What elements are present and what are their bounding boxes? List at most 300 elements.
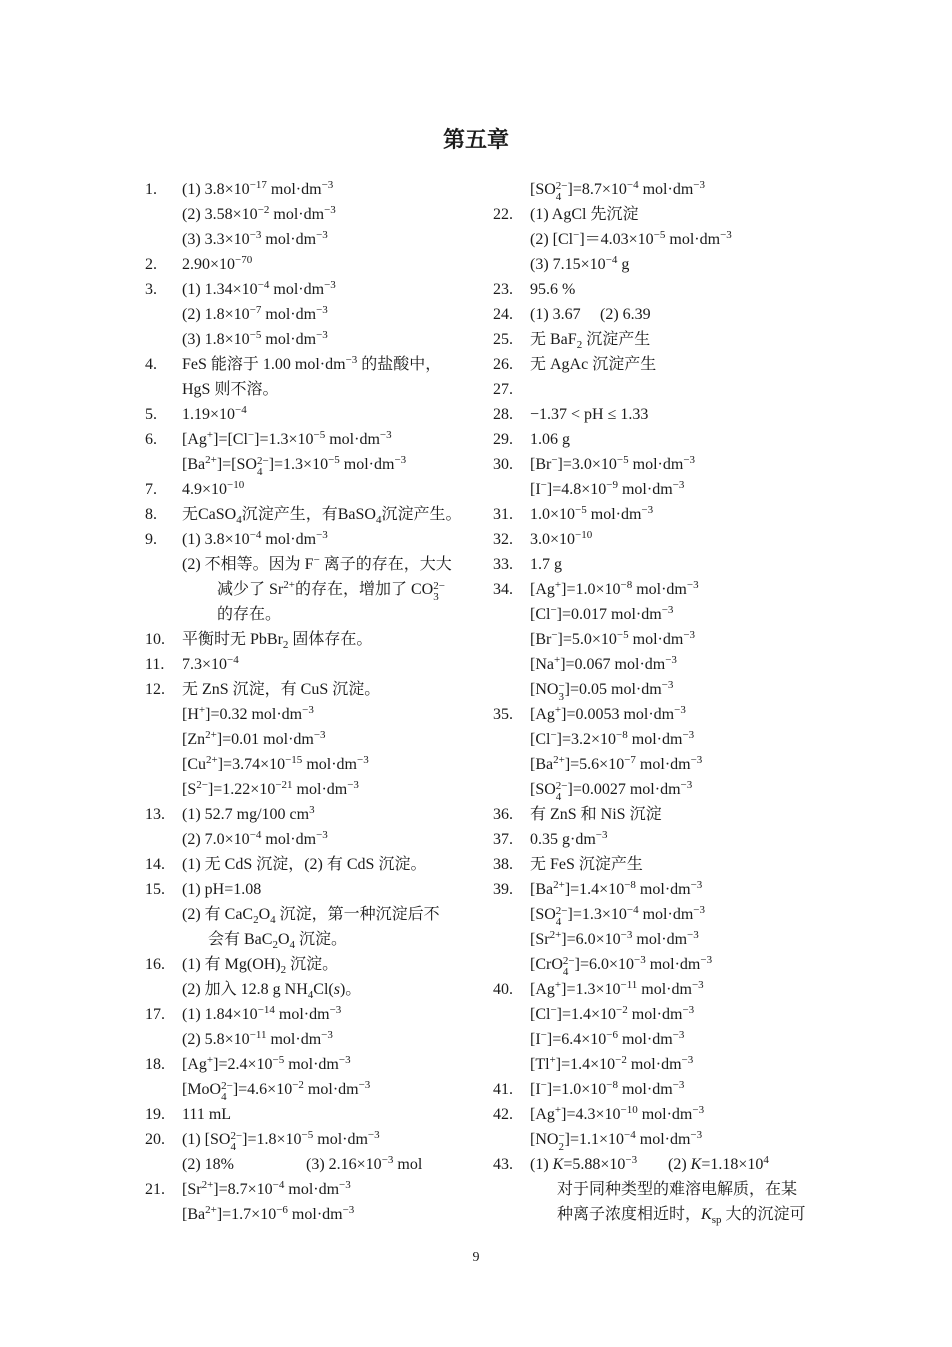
superscript: −7 [624,754,636,766]
answer-line [145,652,485,677]
answer-item [493,502,833,527]
superscript: −3 [720,229,732,241]
italic-symbol: K [701,1206,712,1223]
text-run: =5.88×10 [563,1156,626,1173]
answer-number: 6. [145,431,157,448]
text-run: O [277,931,290,948]
superscript: −5 [328,454,340,466]
text-run: (1) 52.7 mg/100 cm [182,806,310,823]
answer-item [493,402,833,427]
superscript: + [198,704,206,716]
text-run: mol·dm [284,1056,339,1073]
answer-line [145,802,485,827]
superscript: −3 [690,1129,703,1141]
text-run: [Ag [530,581,555,598]
answer-line [493,427,833,452]
answer-number: 35. [493,706,513,723]
answer-number: 30. [493,456,513,473]
answer-line [493,577,833,602]
subscript: 4 [555,191,562,203]
text-run: (2) 5.8×10 [182,1031,250,1048]
answer-item [493,1152,833,1227]
superscript: −5 [313,429,326,441]
text-run: ]=1.4×10 [564,881,625,898]
answer-line [493,1127,833,1152]
text-run: mol·dm [628,631,684,648]
superscript: −5 [616,454,629,466]
text-run: mol·dm [637,1106,693,1123]
superscript: − [550,604,557,616]
superscript: −3 [367,1129,380,1141]
answer-number: 37. [493,831,513,848]
text-run: mol·dm [626,1056,682,1073]
superscript: −3 [661,679,674,691]
text-run: (2) 1.8×10 [182,306,250,323]
text-run: mol·dm [261,831,317,848]
answer-item [145,527,485,627]
answer-line [493,977,833,1002]
text-run: mol·dm [292,781,348,798]
superscript: −2 [616,1004,628,1016]
answer-part [182,1152,306,1177]
answer-line [145,752,485,777]
superscript: − [558,1130,565,1142]
answer-line [145,1027,485,1052]
superscript: 2− [555,780,568,792]
text-run: (1) 1.84×10 [182,1006,258,1023]
text-run: ]=8.7×10 [213,1181,273,1198]
superscript: −7 [249,304,262,316]
sub-superscript [556,781,568,803]
text-run: [I [530,1081,541,1098]
text-run: ]=5.6×10 [564,756,625,773]
answer-line [493,352,833,377]
subscript: 4 [256,466,263,478]
answer-number: 13. [145,806,165,823]
subscript: 4 [562,966,569,978]
superscript: + [549,1054,556,1066]
answer-number: 14. [145,856,165,873]
text-run: ]=1.8×10 [242,1131,302,1148]
answer-number: 40. [493,981,513,998]
answer-number: 26. [493,356,513,373]
answer-item [145,402,485,427]
superscript: −5 [249,329,262,341]
text-run: ]=1.3×10 [567,906,627,923]
text-run: ]=1.4×10 [555,1056,616,1073]
answer-line [145,1102,485,1127]
answer-line [493,677,833,702]
superscript: −3 [394,454,407,466]
superscript: 2+ [205,729,217,741]
text-run: ]=5.0×10 [557,631,617,648]
subscript: 4 [270,914,276,926]
answer-part [306,1152,422,1177]
text-run: (2) 加入 12.8 g NH [182,981,308,998]
superscript: −3 [690,879,703,891]
superscript: −3 [316,529,328,541]
answer-line [493,777,833,802]
answer-number: 3. [145,281,157,298]
superscript: −3 [379,429,392,441]
text-run: 1.19×10 [182,406,236,423]
text-run: mol·dm [261,306,317,323]
italic-symbol: K [552,1156,564,1173]
superscript: −5 [653,229,666,241]
superscript: − [247,429,255,441]
chapter-title: 第五章 [442,127,509,152]
text-run: [Ba [530,881,554,898]
answer-line [493,252,833,277]
superscript: 2− [555,180,568,192]
text-run: 有 ZnS 和 NiS 沉淀 [530,806,662,823]
superscript: −3 [620,929,633,941]
answer-line [145,502,485,527]
text-run: mol·dm [287,1206,343,1223]
answer-item [493,352,833,377]
superscript: −3 [625,1154,638,1166]
superscript: −11 [620,979,638,991]
sub-superscript [257,456,269,478]
text-run: 平衡时无 PbBr [182,631,283,648]
text-run: ]=0.017 mol·dm [556,606,662,623]
superscript: −8 [624,879,636,891]
superscript: −3 [324,279,336,291]
superscript: −4 [626,904,639,916]
answer-line [493,177,833,202]
text-run: ]=[Cl [213,431,248,448]
text-run: 111 mL [182,1106,232,1123]
answer-line [145,252,485,277]
text-run: [Ba [530,756,554,773]
text-run: (2) 有 CaC [182,906,254,923]
text-run: (1) 有 Mg(OH) [182,956,281,973]
answer-number: 2. [145,256,157,273]
subscript: 3 [558,691,564,703]
text-run: ]=1.3×10 [268,456,329,473]
answer-line [493,277,833,302]
superscript: 2+ [205,454,217,466]
sub-superscript [230,1131,242,1153]
text-run: 7.3×10 [182,656,228,673]
text-run: mol·dm [617,1031,673,1048]
answer-line [493,377,833,402]
superscript: −8 [606,1079,618,1091]
text-run: [Cu [182,756,206,773]
superscript: −15 [285,754,303,766]
answer-line [493,1027,833,1052]
superscript: 2+ [549,929,562,941]
superscript: −3 [313,729,326,741]
superscript: −4 [272,1179,285,1191]
answer-item [493,427,833,452]
superscript: −3 [680,779,693,791]
text-run: ]=1.3×10 [561,981,621,998]
text-run: g [617,256,630,273]
answer-number: 11. [145,656,165,673]
text-run: ]=1.0×10 [546,1081,607,1098]
answer-part [600,302,651,327]
superscript: 2− [433,580,445,592]
superscript: −3 [672,1079,685,1091]
text-run: mol·dm [627,731,683,748]
subscript: 4 [289,939,296,951]
text-run: (1) 1.34×10 [182,281,258,298]
answer-line [493,527,833,552]
text-run: 对于同种类型的难溶电解质，在某 [557,1181,798,1198]
text-run: ]=1.0×10 [561,581,621,598]
answer-item [493,452,833,502]
superscript: −3 [683,454,696,466]
answer-line [493,1102,833,1127]
text-run: mol·dm [269,281,325,298]
superscript: −4 [235,404,247,416]
text-run: [S [182,781,197,798]
text-run: 1.06 g [530,431,570,448]
answer-number: 1. [145,181,157,198]
superscript: + [206,1054,214,1066]
right-column [493,177,833,1227]
superscript: 2− [221,1080,233,1092]
text-run: mol·dm [325,431,380,448]
answer-line [145,277,485,302]
answer-item [145,477,485,502]
superscript: −3 [324,204,336,216]
answer-line [493,202,833,227]
superscript: −17 [249,179,267,191]
answer-item [145,952,485,1002]
text-run: mol·dm [638,906,694,923]
answer-item [145,1102,485,1127]
superscript: − [540,1029,547,1041]
superscript: 2− [562,955,575,967]
text-run: mol·dm [635,881,691,898]
text-run: [Sr [182,1181,202,1198]
text-run: 沉淀产生，有BaSO [241,506,376,523]
superscript: 2+ [201,1179,214,1191]
answer-line [493,627,833,652]
superscript: −3 [692,1104,705,1116]
text-run: (1) pH=1.08 [182,881,262,898]
answer-line [145,727,485,752]
sub-superscript [221,1081,233,1103]
text-run: mol·dm [617,1081,673,1098]
answer-number: 38. [493,856,513,873]
superscript: −5 [301,1129,314,1141]
text-run: [Cl [530,731,551,748]
subscript: 2 [253,914,259,926]
superscript: −3 [339,1179,351,1191]
answer-line [145,577,485,602]
superscript: −3 [321,1029,333,1041]
answer-item [493,702,833,802]
text-run: mol·dm [266,1031,322,1048]
answer-line [145,402,485,427]
subscript: 4 [236,514,242,526]
answer-number: 23. [493,281,513,298]
text-run: (2) [Cl [530,231,574,248]
answer-number: 20. [145,1131,165,1148]
text-run: (1) 3.8×10 [182,531,250,548]
superscript: −8 [616,729,628,741]
superscript: −3 [693,179,705,191]
superscript: −3 [316,304,328,316]
superscript: −3 [356,754,369,766]
superscript: − [550,729,557,741]
superscript: −2 [615,1054,627,1066]
text-run: (2) 不相等。因为 F [182,556,314,573]
answer-line [145,552,485,577]
text-run: (1) 3.67 [530,306,581,323]
superscript: 3 [309,804,315,816]
answer-line [493,827,833,852]
superscript: −21 [275,779,293,791]
text-run: ]=6.0×10 [561,931,621,948]
superscript: 2+ [206,754,218,766]
superscript: 2+ [553,879,565,891]
subscript: 2 [558,1141,564,1153]
text-run: 95.6 % [530,281,576,298]
text-run: 沉淀，第一种沉淀后不 [275,906,440,923]
sub-superscript [556,181,568,203]
superscript: −8 [620,579,633,591]
text-run: [H [182,706,199,723]
text-run: 0.35 g·dm [530,831,596,848]
answer-line [145,927,485,952]
superscript: −2 [292,1079,304,1091]
answer-number: 42. [493,1106,513,1123]
answer-number: 41. [493,1081,513,1098]
superscript: −3 [321,179,334,191]
answer-number: 36. [493,806,513,823]
answer-number: 5. [145,406,157,423]
superscript: 2+ [205,1204,217,1216]
text-run: 3.0×10 [530,531,576,548]
text-run: ]=4.3×10 [561,1106,621,1123]
answer-line [493,552,833,577]
superscript: −6 [606,1029,618,1041]
subscript: 4 [230,1141,236,1153]
answer-line [145,602,485,627]
text-run: HgS 则不溶。 [182,381,279,398]
answer-line [145,827,485,852]
superscript: −3 [316,229,328,241]
superscript: −3 [672,479,685,491]
superscript: − [550,1004,557,1016]
answer-line [145,177,485,202]
answer-line [145,1002,485,1027]
answer-number: 17. [145,1006,165,1023]
superscript: −2 [257,204,270,216]
text-run: mol·dm [628,456,684,473]
text-run: O [258,906,271,923]
superscript: −3 [302,704,314,716]
italic-symbol: s [333,981,340,998]
superscript: −3 [641,504,654,516]
text-run: (1) [SO [182,1131,231,1148]
text-run: mol·dm [269,206,325,223]
text-run: mol·dm [274,1006,330,1023]
answer-line [145,427,485,452]
answer-line [145,1077,485,1102]
text-run: [Cl [530,1006,551,1023]
answer-line [493,1002,833,1027]
text-run: 沉淀产生 [582,331,651,348]
text-run: ]=0.05 mol·dm [564,681,662,698]
answer-number: 9. [145,531,157,548]
text-run: (1) [530,1156,553,1173]
answer-number: 25. [493,331,513,348]
text-run: ]=4.8×10 [546,481,607,498]
answer-line [145,327,485,352]
text-run: [SO [530,781,556,798]
answer-line [145,452,485,477]
superscript: −10 [575,529,593,541]
superscript: −4 [227,654,239,666]
answer-line [493,752,833,777]
text-run: mol·dm [617,481,673,498]
text-run: 1.7 g [530,556,562,573]
superscript: + [554,1104,562,1116]
answer-part [530,302,600,327]
superscript: + [554,979,562,991]
answer-item [493,377,833,402]
answer-line [493,1077,833,1102]
answer-item [493,827,833,852]
answer-part [530,1152,668,1177]
answer-number: 34. [493,581,513,598]
superscript: −5 [616,629,629,641]
text-run: mol·dm [261,231,317,248]
text-run: 的存在，增加了 CO [294,581,434,598]
answer-item [493,1077,833,1102]
superscript: −4 [624,1129,636,1141]
superscript: −6 [276,1204,288,1216]
answer-item [145,1127,485,1177]
text-run: (3) 7.15×10 [530,256,606,273]
superscript: −3 [338,1054,351,1066]
sub-superscript [563,956,575,978]
superscript: −3 [249,229,262,241]
text-run: ]=1.7×10 [216,1206,277,1223]
text-run: mol [393,1156,423,1173]
answer-line [145,977,485,1002]
text-run: 无 ZnS 沉淀，有 CuS 沉淀。 [182,681,381,698]
text-run: 无 AgAc 沉淀产生 [530,356,657,373]
subscript: 4 [555,916,562,928]
text-run: [CrO [530,956,563,973]
answer-number: 24. [493,306,513,323]
text-run: 会有 BaC [208,931,273,948]
answer-item [145,652,485,677]
text-run: 大的沉淀可 [721,1206,806,1223]
superscript: −3 [693,904,705,916]
superscript: − [551,629,558,641]
text-run: 2.90×10 [182,256,236,273]
answer-part [668,1152,769,1177]
answer-line [145,227,485,252]
answer-line [145,1052,485,1077]
answer-line [145,202,485,227]
answer-item [145,177,485,252]
text-run: ]=1.22×10 [207,781,276,798]
text-run: ]=[SO [216,456,257,473]
superscript: − [540,1079,547,1091]
answer-line [493,302,833,327]
answer-item [145,1002,485,1052]
answer-number: 33. [493,556,513,573]
text-run: mol·dm [637,981,692,998]
